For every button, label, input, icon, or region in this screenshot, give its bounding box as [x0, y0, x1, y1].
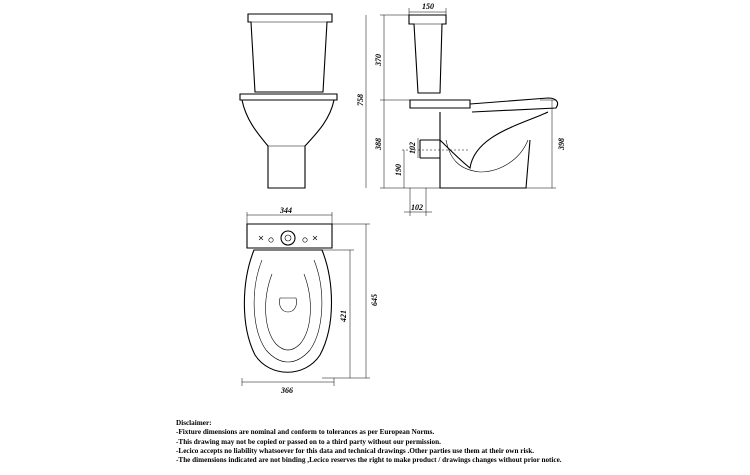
dim-outlet-diameter: 102	[411, 203, 423, 212]
disclaimer-block	[176, 419, 736, 465]
dim-rim-height: 398	[557, 138, 566, 150]
dim-top-width: 344	[280, 206, 292, 215]
dim-top-length: 645	[370, 294, 379, 306]
top-seat	[244, 250, 331, 372]
disclaimer-title: Disclaimer:	[176, 419, 212, 427]
side-cistern	[409, 15, 446, 93]
front-rim	[240, 94, 337, 100]
front-cistern	[248, 14, 332, 92]
disclaimer-line: -Fixture dimensions are nominal and conform to tolerances as per European Norms.	[176, 428, 435, 437]
dim-outlet-offset: 102	[408, 142, 417, 154]
dim-tank-height: 370	[374, 54, 383, 66]
dim-total-height: 758	[356, 94, 365, 106]
dim-side-width: 150	[422, 2, 434, 11]
front-bowl	[242, 100, 334, 188]
dim-seat-length: 421	[339, 310, 348, 322]
side-bowl	[440, 112, 548, 168]
side-view	[402, 15, 558, 188]
dim-outlet-height: 190	[394, 164, 403, 176]
disclaimer-line: -This drawing may not be copied or passed on to a third party without our permission.	[176, 437, 441, 446]
side-outlet	[420, 140, 440, 158]
dim-bowl-height: 388	[374, 138, 383, 150]
dimension-lines	[242, 8, 556, 386]
side-seat	[410, 100, 470, 108]
disclaimer-line: -The dimensions indicated are not binding ,Lecico reserves the right to make product / drawings changes without prior notice.	[176, 456, 562, 465]
disclaimer-line: -Lecico accepts no liability whatsoever for this data and technical drawings .Other parties use them at their own risk.	[176, 446, 535, 455]
top-view	[244, 224, 332, 372]
front-view	[240, 14, 337, 188]
dim-bowl-width: 366	[281, 386, 293, 395]
